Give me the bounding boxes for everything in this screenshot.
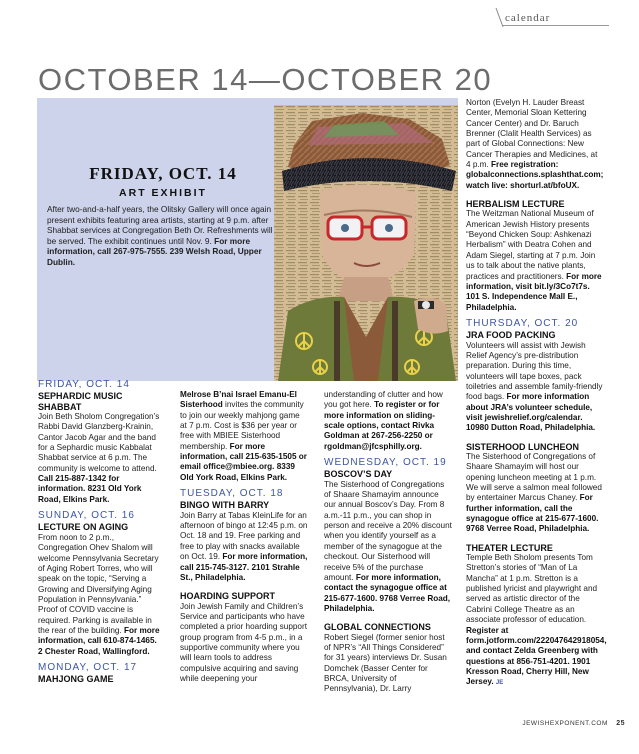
feature-type: ART EXHIBIT <box>119 187 207 199</box>
feature-text <box>47 164 279 268</box>
event-heading: SEPHARDIC MUSIC SHABBAT <box>38 391 123 412</box>
section-label: calendar <box>505 12 551 24</box>
event-description: Norton (Evelyn H. Lauder Breast Center, Memorial Sloan Kettering Cancer Center) and Dr. Baruch Brenner (Clalit Health Services) as part of Global Connections: New Cancer Therapies and Medicines, at 4 p.m. <box>466 98 598 170</box>
feature-artwork <box>274 105 458 381</box>
event-body <box>38 412 162 505</box>
event-body <box>324 633 452 695</box>
event-info: For more information, call 215-745-3127. 2101 Strahle St., Philadelphia. <box>180 552 308 582</box>
date-heading: SUNDAY, OCT. 16 <box>38 510 135 522</box>
event-info: For more information, contact the synagogue office at 215-677-1600. 9768 Verree Road, Philadelphia. <box>324 572 451 613</box>
event-heading: MAHJONG GAME <box>38 674 114 685</box>
column-4 <box>466 98 607 689</box>
event-heading: SISTERHOOD LUNCHEON <box>466 441 580 452</box>
event-body <box>324 480 452 614</box>
footer-site: JEWISHEXPONENT.COM <box>522 720 608 727</box>
event-body <box>180 602 308 685</box>
event-heading: HOARDING SUPPORT <box>180 591 276 602</box>
section-header <box>491 6 609 28</box>
event-heading: GLOBAL CONNECTIONS <box>324 622 431 633</box>
event-info: For more information about JRA’s volunteer schedule, visit jewishrelief.org/calendar. 10980 Dutton Road, Philadelphia. <box>466 392 596 433</box>
date-heading: TUESDAY, OCT. 18 <box>180 488 284 500</box>
event-info: Free registration: globalconnections.splashthat.com; watch live: shorturl.at/bfoUX. <box>466 160 604 190</box>
event-heading: BOSCOV’S DAY <box>324 469 393 480</box>
event-info: For further information, call the synagogue office at 215-677-1600. 9768 Verree Road, Philadelphia. <box>466 493 599 534</box>
event-body <box>466 209 604 312</box>
event-info: For more information, call 610-874-1465. 2 Chester Road, Wallingford. <box>38 625 160 656</box>
page-number: 25 <box>616 720 625 727</box>
date-heading: FRIDAY, OCT. 14 <box>38 379 130 390</box>
event-description: The Sisterhood of Congregations of Shaare Shamayim will host our opening luncheon meeting at 1 p.m. We will serve a salmon meal followed by entertainer Marcus Chaney. <box>466 452 602 503</box>
event-description: The Sisterhood of Congregations of Shaare Shamayim announce our annual Boscov’s Day. From 8 a.m.-11 p.m., you can shop in person and receive a 20% discount when you identify yourself as a member of the synagogue at the checkout. Our Sisterhood will receive 5% of the purchase amount. <box>324 479 452 582</box>
event-description: Temple Beth Sholom presents Tom Stretton’s stories of “Man of La Mancha” at 1 p.m. Stretton is a published lyricist and playwright and served as artistic director of the Cabrini College Theatre as an associate professor of education. <box>466 553 598 625</box>
column-3 <box>324 390 452 695</box>
event-body <box>466 452 604 535</box>
event-heading: LECTURE ON AGING <box>38 522 129 533</box>
date-heading: THURSDAY, OCT. 20 <box>466 317 579 329</box>
event-description: From noon to 2 p.m., Congregation Ohev Shalom will welcome Pennsylvania Secretary of Aging Robert Torres, who will speak on the topic, “Serving a Growing and Diversifying Aging Population in Pennsylvania.” Proof of COVID vaccine is required. Parking is available in the rear of the building. <box>38 532 159 635</box>
event-body <box>466 98 604 191</box>
feature-description: After two-and-a-half years, the Olitsky Gallery will once again present exhibits featuring area artists, starting at 9 p.m. after Shabbat services at Congregation Beth Or. Refreshments will be served. The exhibit continues until Nov. 9. <box>47 204 273 246</box>
event-description: Join Jewish Family and Children’s Service and participants who have completed a prior hoarding support group program from 4-5 p.m., in a supportive community where you will learn tools to address compulsive acquiring and saving while deepening your <box>180 601 307 683</box>
event-info: For more information, call 215-635-1505 or email office@mbiee.org. 8339 Old York Road, Elkins Park. <box>180 441 307 482</box>
signature-mark: JE <box>495 680 504 687</box>
event-info: To register or for more information on sliding-scale options, contact Rivka Goldman at 267-256-2250 or rgoldman@jfcsphilly.org. <box>324 400 440 451</box>
event-heading: JRA FOOD PACKING <box>466 330 556 341</box>
event-body <box>466 553 607 688</box>
event-heading: HERBALISM LECTURE <box>466 199 565 210</box>
date-heading: WEDNESDAY, OCT. 19 <box>324 457 447 469</box>
page-footer <box>522 720 625 727</box>
event-description: Volunteers will assist with Jewish Relief Agency’s pre-distribution preparation. During this time, volunteers will tape boxes, pack toiletries and assemble family-friendly food bags. <box>466 340 603 402</box>
page-title: OCTOBER 14—OCTOBER 20 <box>38 62 493 97</box>
event-org: Melrose B’nai Israel Emanu-El Sisterhood <box>180 390 297 410</box>
event-body <box>180 390 308 483</box>
date-heading: MONDAY, OCT. 17 <box>38 661 138 673</box>
event-description: Robert Siegel (former senior host of NPR’s “All Things Considered” for 31 years) interviews Dr. Susan Domchek (Basser Center for BRCA, University of Pennsylvania), Dr. Larry <box>324 632 447 694</box>
event-body <box>180 511 308 583</box>
event-body <box>324 390 452 452</box>
event-body <box>38 533 162 657</box>
event-description: Join Barry at Tabas KleinLife for an afternoon of bingo at 12:45 p.m. on Oct. 18 and 19. Free parking and free to play with snacks available on Oct. 19. <box>180 510 308 562</box>
event-description: invites the community to join our weekly mahjong game at 7 p.m. Cost is $36 per year or free with MBIEE Sisterhood membership. <box>180 400 304 451</box>
event-description: Join Beth Sholom Congregation’s Rabbi David Glanzberg-Krainin, Cantor Jacob Agar and the band for a Sephardic music Kabbalat Shabbat service at 6 p.m. The community is welcome to attend. <box>38 412 160 473</box>
feature-body <box>47 204 279 268</box>
feature-info: For more information, call 267-975-7555. 239 Welsh Road, Upper Dublin. <box>47 235 262 267</box>
event-info: Register at form.jotform.com/222047642918054, and contact Zelda Greenberg with questions at 856-751-4201. 1901 Kresson Road, Cherry Hill, New Jersey. <box>466 625 607 687</box>
feature-day: FRIDAY, OCT. 14 <box>89 164 237 183</box>
event-description: The Weitzman National Museum of American Jewish History presents “Beyond Chicken Soup: Ashkenazi Herbalism” with Deatra Cohen and Adam Siegel, starting at 7 p.m. Join us to talk about the native plants, practices and practitioners. <box>466 209 596 281</box>
event-info: Call 215-887-1342 for information. 8231 Old York Road, Elkins Park. <box>38 474 142 504</box>
event-description: understanding of clutter and how you got here. <box>324 390 443 410</box>
event-body <box>466 341 604 434</box>
column-1 <box>38 380 162 685</box>
event-heading: BINGO WITH BARRY <box>180 500 270 511</box>
column-2 <box>180 390 308 684</box>
event-heading: THEATER LECTURE <box>466 542 553 553</box>
header-rule <box>503 25 609 26</box>
event-info: For more information, visit bit.ly/3Co7t7s. 101 S. Independence Mall E., Philadelphia. <box>466 271 602 312</box>
